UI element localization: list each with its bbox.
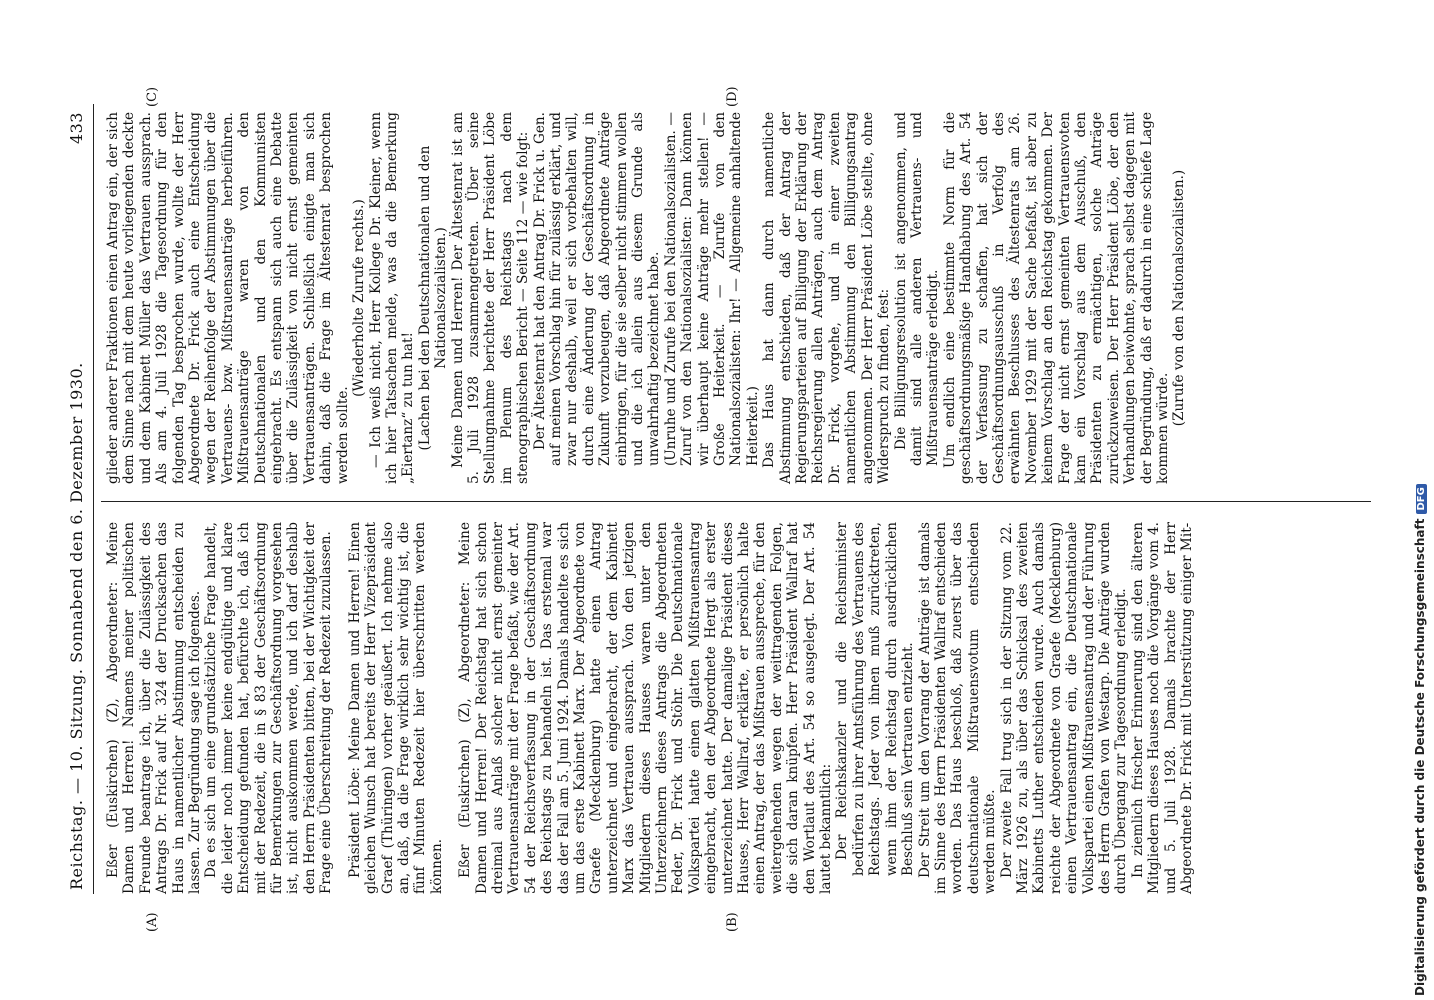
paragraph: Der Streit um den Vorrang der Anträge ist damals im Sinne des Herrn Präsidenten Wallraf entschieden worden. Das Haus beschloß, daß zuerst über das deutschnationale Mißtrauensvotum entschieden werden müßte. xyxy=(916,522,999,894)
dfg-credit-text: Digitalisierung gefördert durch die Deutsche Forschungsgemeinschaft xyxy=(1413,518,1427,996)
column-divider xyxy=(101,501,1371,502)
left-column xyxy=(105,522,1195,894)
paragraph: Eßer (Euskirchen) (Z), Abgeordneter: Meine Damen und Herren! Namens meiner politischen Freunde beantrage ich, über die Zulässigkeit des Antrags Dr. Frick auf Nr. 324 der Drucksachen das Haus in namentlicher Abstimmung entscheiden zu lassen. Zur Begründung sage ich folgendes. xyxy=(105,522,204,894)
paragraph: Der zweite Fall trug sich in der Sitzung vom 22. März 1926 zu, als über das Schicksal des zweiten Kabinetts Luther entschieden wurde. Auch damals reichte der Abgeordnete von Graefe (Mecklenburg) einen Vertrauensantrag ein, die Deutschnationale Volkspartei einen Mißtrauensantrag und der Führung des Herrn Grafen von Westarp. Die Anträge wurden durch Übergang zur Tagesordnung erledigt. xyxy=(998,522,1130,894)
paragraph: glieder anderer Fraktionen einen Antrag ein, der sich dem Sinne nach mit dem heute vorliegenden deckte und dem Kabinett Müller das Vertrauen aussprach. Als am 4. Juli 1928 die Tagesordnung für den folgenden Tag besprochen wurde, wollte der Herr Abgeordnete Dr. Frick auch eine Entscheidung wegen der Reihenfolge der Abstimmungen über die Vertrauens- bzw. Mißtrauensanträge herbeiführen. Mißtrauensanträge waren von den Deutschnationalen und den Kommunisten eingebracht. Es entspann sich auch eine Debatte über die Zulässigkeit von nicht ernst gemeinten Vertrauensanträgen. Schließlich einigte man sich dahin, daß die Frage im Ältestenrat besprochen werden sollte. xyxy=(105,112,351,484)
interjection: (Unruhe und Zurufe bei den Nationalsozialisten. — Zuruf von den Nationalsozialisten: Dann können wir überhaupt keine Anträge mehr stellen! — Große Heiterkeit. — Zurufe von den Nationalsozialisten: Ihr! — Allgemeine anhaltende Heiterkeit.) xyxy=(662,112,761,466)
interjection: (Lachen bei den Deutschnationalen und den Nationalsozialisten.) xyxy=(416,145,450,451)
paragraph: In ziemlich frischer Erinnerung sind den älteren Mitgliedern dieses Hauses noch die Vorgänge vom 4. und 5. Juli 1928. Damals brachte der Herr Abgeordnete Dr. Frick mit Unterstützung einiger Mit- xyxy=(1129,522,1195,894)
interjection: (Wiederholte Zurufe rechts.) xyxy=(351,199,368,397)
paragraph: Meine Damen und Herren! Der Ältestenrat ist am 5. Juli 1928 zusammengetreten. Über seine Stellungnahme berichtete der Herr Präsident Löbe im Plenum des Reichstags nach dem stenographischen Bericht — Seite 112 — wie folgt: xyxy=(449,112,532,484)
header-rule xyxy=(93,104,94,894)
page-number: 433 xyxy=(67,112,86,145)
running-header xyxy=(65,92,91,902)
quotation: Die Billigungsresolution ist angenommen, und damit sind alle anderen Vertrauens- und Mißtrauensanträge erledigt. xyxy=(892,112,942,466)
page-title: Reichstag. — 10. Sitzung. Sonnabend den 6. Dezember 1930. xyxy=(67,362,86,890)
margin-mark-a: (A) xyxy=(145,912,160,932)
margin-mark-c: (C) xyxy=(145,86,160,107)
paragraph: Da es sich um eine grundsätzliche Frage handelt, die leider noch immer keine endgültige und klare Entscheidung gefunden hat, befürchte ich, daß ich mit der Redezeit, die in § 83 der Geschäftsordnung für Bemerkungen zur Geschäftsordnung vorgesehen ist, nicht auskommen werde, und ich darf deshalb den Herrn Präsidenten bitten, bei der Wichtigkeit der Frage eine Überschreitung der Redezeit zuzulassen. xyxy=(203,522,335,894)
quotation: Der Ältestenrat hat den Antrag Dr. Frick u. Gen. auf meinen Vorschlag hin für zulässig erklärt, und zwar nur deshalb, weil er sich vorbehalten will, durch eine Änderung der Geschäftsordnung in Zukunft vorzubeugen, daß Abgeordnete Anträge einbringen, für die sie selber nicht stimmen wollen und die ich allein aus diesem Grunde als unwahrhaftig bezeichnet habe. xyxy=(531,112,663,466)
paragraph: Präsident Löbe: Meine Damen und Herren! Einen gleichen Wunsch hat bereits der Herr Vizepräsident Graef (Thüringen) vorher geäußert. Ich nehme also an, daß, da die Frage wirklich sehr wichtig ist, die fünf Minuten Redezeit hier überschritten werden können. xyxy=(346,522,445,894)
right-column xyxy=(105,112,1188,484)
dfg-credit xyxy=(1413,484,1427,996)
margin-mark-b: (B) xyxy=(725,912,740,932)
quotation: Der Reichskanzler und die Reichsminister bedürfen zu ihrer Amtsführung des Vertrauens des Reichstags. Jeder von ihnen muß zurücktreten, wenn ihm der Reichstag durch ausdrücklichen Beschluß sein Vertrauen entzieht. xyxy=(834,522,917,876)
paragraph: Eßer (Euskirchen) (Z), Abgeordneter: Meine Damen und Herren! Der Reichstag hat sich schon dreimal aus Anlaß solcher nicht ernst gemeinter Vertrauensanträge mit der Frage befaßt, wie der Art. 54 der Reichsverfassung in der Geschäftsordnung des Reichstags zu behandeln ist. Das erstemal war das der Fall am 5. Juni 1924. Damals handelte es sich um das erste Kabinett Marx. Der Abgeordnete von Graefe (Mecklenburg) hatte einen Antrag unterzeichnet und eingebracht, der dem Kabinett Marx das Vertrauen aussprach. Von den jetzigen Mitgliedern dieses Hauses waren unter den Unterzeichnern dieses Antrags die Abgeordneten Feder, Dr. Frick und Stöhr. Die Deutschnationale Volkspartei hatte einen glatten Mißtrauensantrag eingebracht, den der Abgeordnete Hergt als erster unterzeichnet hatte. Der damalige Präsident dieses Hauses, Herr Wallraf, erklärte, er persönlich halte einen Antrag, der das Mißtrauen ausspreche, für den weitergehenden wegen der weittragenden Folgen, die sich daran knüpfen. Herr Präsident Wallraf hat den Wortlaut des Art. 54 so ausgelegt. Der Art. 54 lautet bekanntlich: xyxy=(457,522,835,894)
document-page xyxy=(65,86,1380,932)
paragraph: Um endlich eine bestimmte Norm für die geschäftsordnungsmäßige Handhabung des Art. 54 der Verfassung zu schaffen, hat sich der Geschäftsordnungsausschuß in Verfolg des erwähnten Beschlusses des Ältestenrats am 26. November 1929 mit der Sache befaßt, ist aber zu keinem Vorschlag an den Reichstag gekommen. Der Frage der nicht ernst gemeinten Vertrauensvoten kam ein Vorschlag aus dem Ausschuß, den Präsidenten zu ermächtigen, solche Anträge zurückzuweisen. Der Herr Präsident Löbe, der den Verhandlungen beiwohnte, sprach selbst dagegen mit der Begründung, daß er dadurch in eine schiefe Lage kommen würde. xyxy=(941,112,1171,484)
interjection: (Zurufe von den Nationalsozialisten.) xyxy=(1171,169,1188,427)
dfg-logo-icon: DFG xyxy=(1416,484,1427,513)
paragraph: Das Haus hat dann durch namentliche Abstimmung entschieden, daß der Antrag der Regierungsparteien auf Billigung der Erklärung der Reichsregierung allen Anträgen, auch dem Antrag Dr. Frick, vorgehe, und in einer zweiten namentlichen Abstimmung den Billigungsantrag angenommen. Der Herr Präsident Löbe stellte, ohne Widerspruch zu finden, fest: xyxy=(761,112,893,484)
margin-mark-d: (D) xyxy=(725,86,740,107)
paragraph: — Ich weiß nicht, Herr Kollege Dr. Kleiner, wenn ich hier Tatsachen melde, was da die Bemerkung „Eiertanz“ zu tun hat! xyxy=(367,112,417,484)
